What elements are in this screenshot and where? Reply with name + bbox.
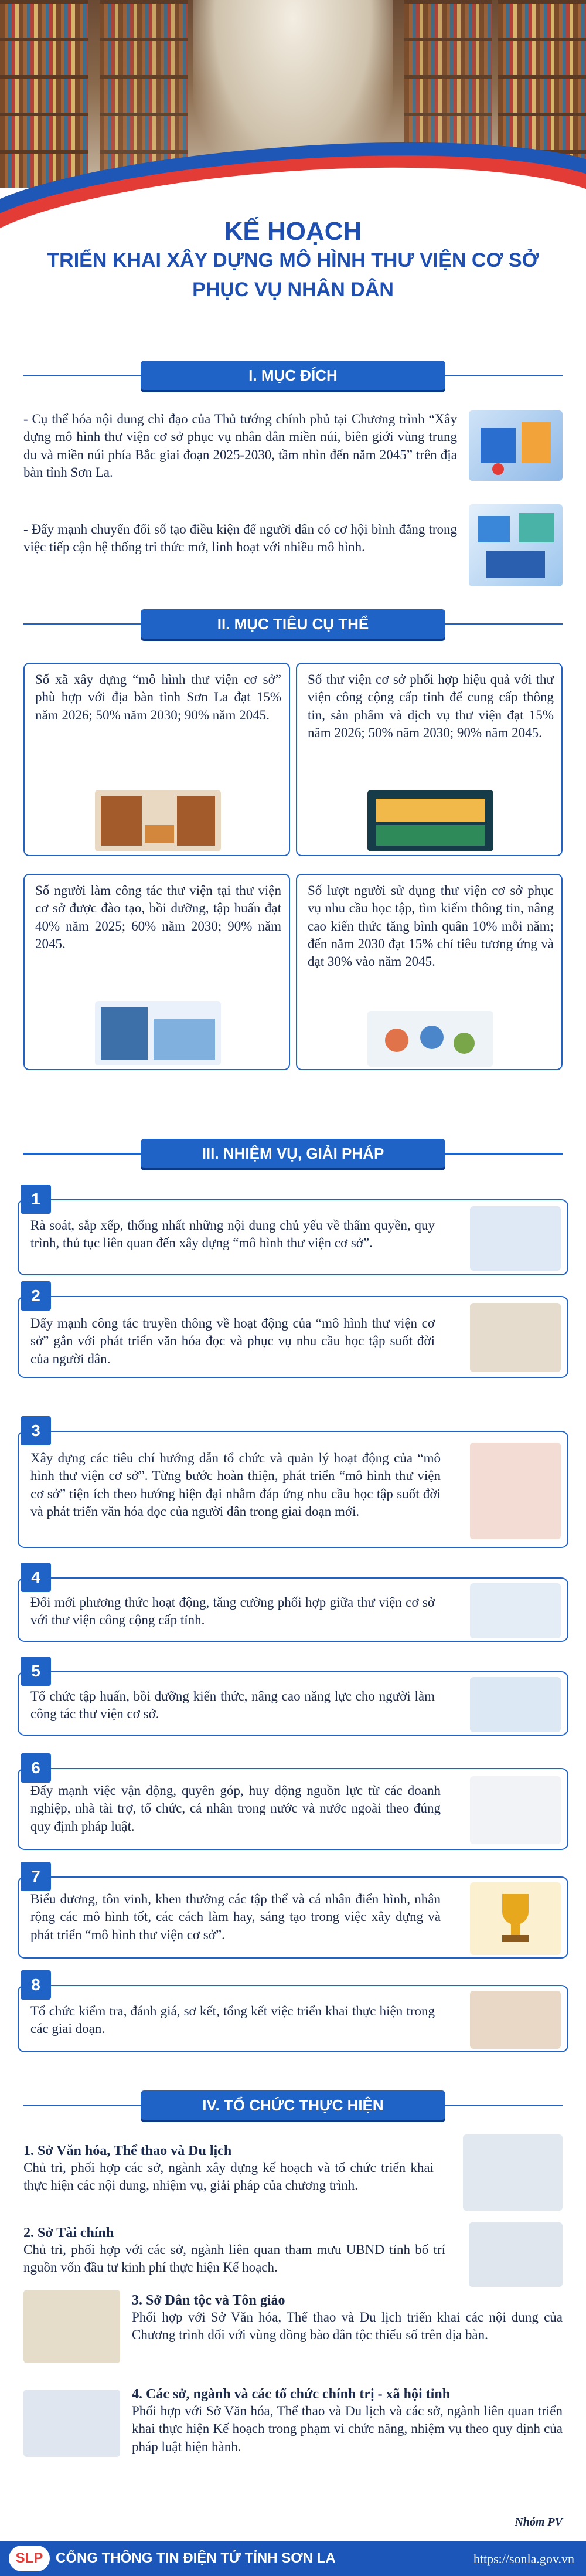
bookstore-illustration <box>367 790 493 851</box>
target-text-2: Số thư viện cơ sở phối hợp hiệu quả với thư viện công cộng cấp tỉnh để cung cấp thông tin, sản phẩm và dịch vụ thư viện đạt 15% năm 2026; 50% năm 2030; 90% năm 2045. <box>308 672 554 741</box>
target-card-1 <box>23 663 290 856</box>
org-block-4 <box>132 2387 563 2456</box>
org-title-2: 2. Sở Tài chính <box>23 2225 114 2241</box>
finance-illustration <box>469 2222 563 2287</box>
task-text-1: Rà soát, sắp xếp, thống nhất những nội dung chủ yếu về thẩm quyền, quy trình, thủ tục liên quan đến xây dựng “mô hình thư viện cơ sở”. <box>30 1218 435 1251</box>
footer-bar <box>0 2541 586 2576</box>
bookshelf-image <box>0 0 88 188</box>
section-heading-targets: II. MỤC TIÊU CỤ THỂ <box>141 609 445 639</box>
digital-library-illustration <box>469 410 563 481</box>
purpose-paragraph-2: - Đẩy mạnh chuyển đổi số tạo điều kiện để người dân có cơ hội bình đẳng trong việc tiếp cận hệ thống tri thức mở, linh hoạt với nhiều mô hình. <box>23 522 457 555</box>
task-number-badge: 4 <box>21 1563 51 1592</box>
org-block-3 <box>132 2293 563 2344</box>
task-text-6: Đẩy mạnh việc vận động, quyên góp, huy động nguồn lực từ các doanh nghiệp, nhà tài trợ, tổ chức, cá nhân trong nước và nước ngoài theo đúng quy định pháp luật. <box>30 1783 441 1834</box>
task-text-8: Tổ chức kiểm tra, đánh giá, sơ kết, tổng kết việc triển khai thực hiện trong các giai đoạn. <box>30 2004 435 2037</box>
readers-illustration <box>367 1011 493 1067</box>
portal-name: CỔNG THÔNG TIN ĐIỆN TỬ TỈNH SƠN LA <box>56 2550 336 2566</box>
target-card-4 <box>296 874 563 1070</box>
org-text-4: Phối hợp với Sở Văn hóa, Thể thao và Du lịch và các sở, ngành liên quan triển khai thực hiện Kế hoạch trong phạm vi chức năng, nhiệm vụ theo quy định của pháp luật hiện hành. <box>132 2404 563 2454</box>
task-illustration-6 <box>470 1776 561 1844</box>
task-card-6 <box>18 1768 568 1850</box>
ethnic-illustration <box>23 2290 120 2363</box>
task-card-4 <box>18 1577 568 1642</box>
task-number-badge: 5 <box>21 1657 51 1686</box>
section-heading-tasks: III. NHIỆM VỤ, GIẢI PHÁP <box>141 1139 445 1168</box>
task-text-5: Tổ chức tập huấn, bồi dưỡng kiến thức, nâng cao năng lực cho người làm công tác thư viện cơ sở. <box>30 1689 435 1722</box>
title-line3: PHỤC VỤ NHÂN DÂN <box>192 279 394 301</box>
org-text-3: Phối hợp với Sở Văn hóa, Thể thao và Du lịch triển khai các nội dung của Chương trình đối với vùng đồng bào dân tộc thiểu số trên địa bàn. <box>132 2310 563 2343</box>
author-credit: Nhóm PV <box>515 2516 563 2529</box>
title-line1: KẾ HOẠCH <box>224 217 362 246</box>
org-text-2: Chủ trì, phối hợp với các sở, ngành liên quan tham mưu UBND tỉnh bố trí nguồn vốn đầu tư kinh phí thực hiện Kế hoạch. <box>23 2242 445 2275</box>
org-title-3: 3. Sở Dân tộc và Tôn giáo <box>132 2293 285 2308</box>
task-illustration-3 <box>470 1443 561 1539</box>
task-card-5 <box>18 1671 568 1736</box>
org-text-1: Chủ trì, phối hợp các sở, ngành xây dựng kế hoạch và tổ chức triển khai thực hiện các nội dung, nhiệm vụ, giải pháp của chương trình. <box>23 2160 434 2193</box>
task-card-2 <box>18 1296 568 1378</box>
task-illustration-1 <box>470 1206 561 1271</box>
trophy-icon <box>470 1882 561 1955</box>
org-title-4: 4. Các sở, ngành và các tổ chức chính trị - xã hội tỉnh <box>132 2387 451 2402</box>
task-card-3 <box>18 1431 568 1548</box>
task-illustration-5 <box>470 1677 561 1732</box>
task-illustration-2 <box>470 1303 561 1372</box>
target-text-3: Số người làm công tác thư viện tại thư viện cơ sở được đào tạo, bồi dưỡng, tập huấn đạt 40% năm 2025; 60% năm 2030; 90% năm 2045. <box>35 883 281 952</box>
title-line2: TRIỂN KHAI XÂY DỰNG MÔ HÌNH THƯ VIỆN CƠ SỞ <box>47 249 539 271</box>
task-text-2: Đẩy mạnh công tác truyền thông về hoạt động của “mô hình thư viện cơ sở” gắn với phát triển văn hóa đọc và phục vụ nhu cầu học tập suốt đời của người dân. <box>30 1316 435 1366</box>
target-card-3 <box>23 874 290 1070</box>
task-illustration-4 <box>470 1583 561 1638</box>
task-text-7: Biểu dương, tôn vinh, khen thưởng các tập thể và cá nhân điển hình, nhân rộng các mô hình tốt, các cách làm hay, sáng tạo trong việc xây dựng và phát triển “mô hình thư viện cơ sở”. <box>30 1892 441 1942</box>
portal-logo[interactable]: SLP <box>9 2546 50 2571</box>
digital-transformation-illustration <box>469 504 563 586</box>
target-text-4: Số lượt người sử dụng thư viện cơ sở phục vụ nhu cầu học tập, tìm kiếm thông tin, nâng cao kiến thức tăng bình quân 10% mỗi năm; đến năm 2030 đạt 15% chỉ tiêu tương ứng và đạt 30% vào năm 2045. <box>308 883 554 969</box>
task-number-badge: 8 <box>21 1970 51 2000</box>
agencies-illustration <box>23 2390 120 2457</box>
reading-room-illustration <box>95 790 221 851</box>
section-heading-purpose: I. MỤC ĐÍCH <box>141 361 445 390</box>
target-text-1: Số xã xây dựng “mô hình thư viện cơ sở” phù hợp với địa bàn tỉnh Sơn La đạt 15% năm 2026; 50% năm 2030; 90% năm 2045. <box>35 672 281 722</box>
task-illustration-8 <box>470 1991 561 2049</box>
task-text-4: Đổi mới phương thức hoạt động, tăng cường phối hợp giữa thư viện cơ sở với thư viện công cộng cấp tỉnh. <box>30 1595 435 1628</box>
org-title-1: 1. Sở Văn hóa, Thể thao và Du lịch <box>23 2143 232 2158</box>
task-text-3: Xây dựng các tiêu chí hướng dẫn tổ chức và quản lý hoạt động của “mô hình thư viện cơ sở”. Từng bước hoàn thiện, phát triển “mô hình thư viện cơ sở” tiện ích theo hướng hiện đại nhằm đáp ứng nhu cầu học tập suốt đời và phát triển văn hóa đọc của người dân trong giai đoạn mới. <box>30 1451 441 1519</box>
task-number-badge: 1 <box>21 1185 51 1214</box>
portal-url-link[interactable]: https://sonla.gov.vn <box>473 2551 574 2566</box>
library-staff-illustration <box>95 1001 221 1065</box>
task-number-badge: 6 <box>21 1753 51 1783</box>
task-card-7 <box>18 1876 568 1959</box>
purpose-paragraph-1: - Cụ thể hóa nội dung chỉ đạo của Thủ tướng chính phủ tại Chương trình “Xây dựng mô hình thư viện cơ sở phục vụ nhân dân miền núi, biên giới vùng trung du và miền núi phía Bắc giai đoạn 2025-2030, tầm nhìn đến năm 2045” trên địa bàn tỉnh Sơn La. <box>23 412 457 480</box>
office-illustration <box>463 2134 563 2211</box>
task-card-8 <box>18 1985 568 2052</box>
section-heading-implementation: IV. TỔ CHỨC THỰC HIỆN <box>141 2090 445 2120</box>
task-number-badge: 7 <box>21 1862 51 1891</box>
task-card-1 <box>18 1199 568 1275</box>
task-number-badge: 2 <box>21 1281 51 1311</box>
task-number-badge: 3 <box>21 1416 51 1445</box>
target-card-2 <box>296 663 563 856</box>
